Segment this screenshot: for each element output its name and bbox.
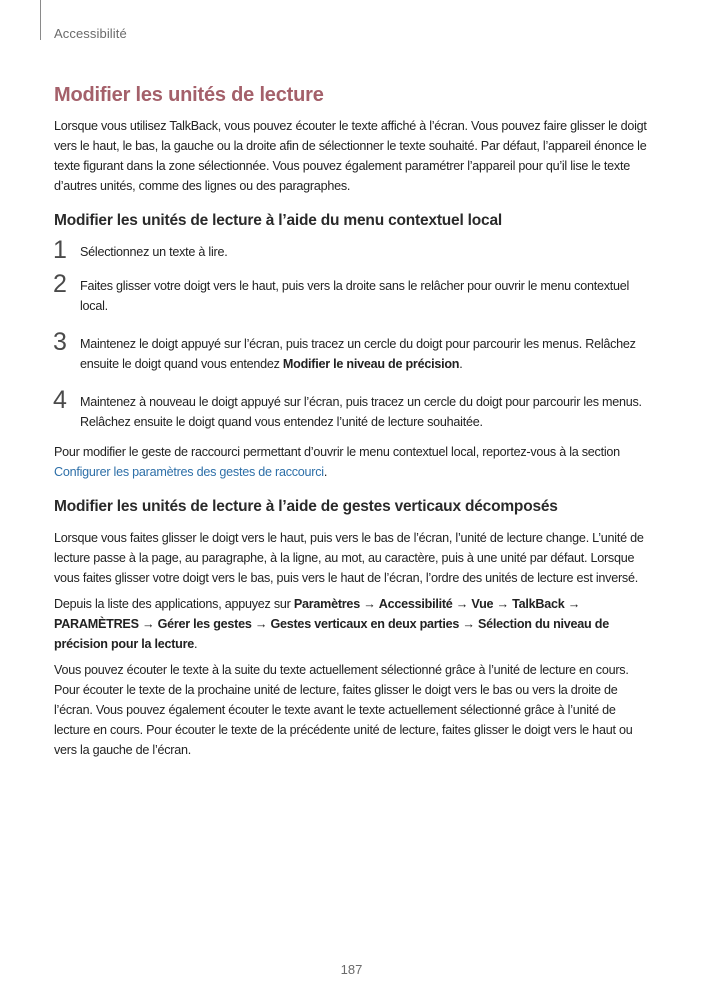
shortcut-note (54, 442, 654, 482)
step-text: Faites glisser votre doigt vers le haut, puis vers la droite sans le relâcher pour ouvrir le menu contextuel local. (80, 279, 630, 313)
path-step: PARAMÈTRES (54, 617, 139, 631)
steps-list (53, 236, 654, 432)
step-number: 2 (53, 270, 67, 298)
step-number: 3 (53, 328, 67, 356)
note-text: . (323, 465, 328, 479)
step-number: 1 (53, 236, 67, 264)
section-heading-local-menu: Modifier les unités de lecture à l’aide du menu contextuel local (54, 212, 503, 229)
step-item (53, 270, 654, 316)
path-step: Vue (471, 597, 494, 611)
path-end: . (194, 637, 198, 651)
path-step: Accessibilité (378, 597, 453, 611)
arrow-icon: → (564, 597, 581, 611)
step-item (53, 236, 654, 264)
step-emphasis: Modifier le niveau de précision (282, 357, 460, 371)
path-step: Paramètres (293, 597, 360, 611)
arrow-icon: → (459, 617, 478, 631)
step-text: Sélectionnez un texte à lire. (80, 245, 228, 259)
step-number: 4 (53, 386, 67, 414)
page-number: 187 (340, 962, 363, 977)
arrow-icon: → (452, 597, 472, 611)
gestures-paragraph: Lorsque vous faites glisser le doigt vers le haut, puis vers le bas de l’écran, l’unité de lecture change. L’unité de lecture passe à la page, au paragraphe, à la ligne, au mot, au caractère, puis à une unité par défaut. Lorsque vous faites glisser votre doigt vers le bas, puis vers le haut de l’écran, l’ordre des unités de lecture est inversé. (54, 531, 644, 585)
page-title: Modifier les unités de lecture (54, 84, 324, 106)
step-item (53, 328, 654, 374)
path-intro: Depuis la liste des applications, appuyez sur (54, 597, 294, 611)
path-step: Gestes verticaux en deux parties (270, 617, 460, 631)
path-step: Sélection du niveau de précision pour la lecture (54, 617, 609, 651)
page-content (54, 82, 654, 766)
step-text: Maintenez à nouveau le doigt appuyé sur l’écran, puis tracez un cercle du doigt pour parcourir les menus. Relâchez ensuite le doigt quand vous entendez l’unité de lecture souhaitée. (80, 395, 642, 429)
step-text-part: Maintenez le doigt appuyé sur l’écran, puis tracez un cercle du doigt pour parcourir les menus. Relâchez ensuite le doigt quand vous entendez (80, 337, 636, 371)
arrow-icon: → (138, 617, 158, 631)
section-heading-vertical-gestures: Modifier les unités de lecture à l’aide de gestes verticaux décomposés (54, 498, 558, 515)
path-step: TalkBack (512, 597, 565, 611)
section-label: Accessibilité (54, 26, 127, 41)
reading-units-paragraph: Vous pouvez écouter le texte à la suite du texte actuellement sélectionné grâce à l’unité de lecture en cours. Pour écouter le texte de la prochaine unité de lecture, faites glisser le doigt vers le bas ou vers la droite de l’écran. Vous pouvez également écouter le texte avant le texte actuellement sélectionné grâce à l’unité de lecture en cours. Pour écouter le texte de la précédente unité de lecture, faites glisser le doigt vers le haut ou vers la gauche de l’écran. (54, 663, 633, 757)
arrow-icon: → (493, 597, 513, 611)
step-text-part: . (459, 357, 463, 371)
arrow-icon: → (359, 597, 379, 611)
step-item (53, 386, 654, 432)
shortcut-settings-link[interactable]: Configurer les paramètres des gestes de raccourci (54, 465, 324, 479)
settings-path-paragraph (54, 594, 654, 654)
note-text: Pour modifier le geste de raccourci permettant d’ouvrir le menu contextuel local, reportez-vous à la section (54, 445, 620, 459)
step-text (80, 334, 654, 374)
arrow-icon: → (251, 617, 271, 631)
path-step: Gérer les gestes (157, 617, 252, 631)
header-divider (40, 0, 41, 40)
intro-paragraph: Lorsque vous utilisez TalkBack, vous pouvez écouter le texte affiché à l’écran. Vous pouvez faire glisser le doigt vers le haut, le bas, la gauche ou la droite afin de sélectionner le texte souhaité. Par défaut, l’appareil énonce le texte figurant dans la zone sélectionnée. Vous pouvez également paramétrer l’appareil pour qu’il lise le texte d’autres unités, comme des lignes ou des paragraphes. (54, 119, 647, 193)
